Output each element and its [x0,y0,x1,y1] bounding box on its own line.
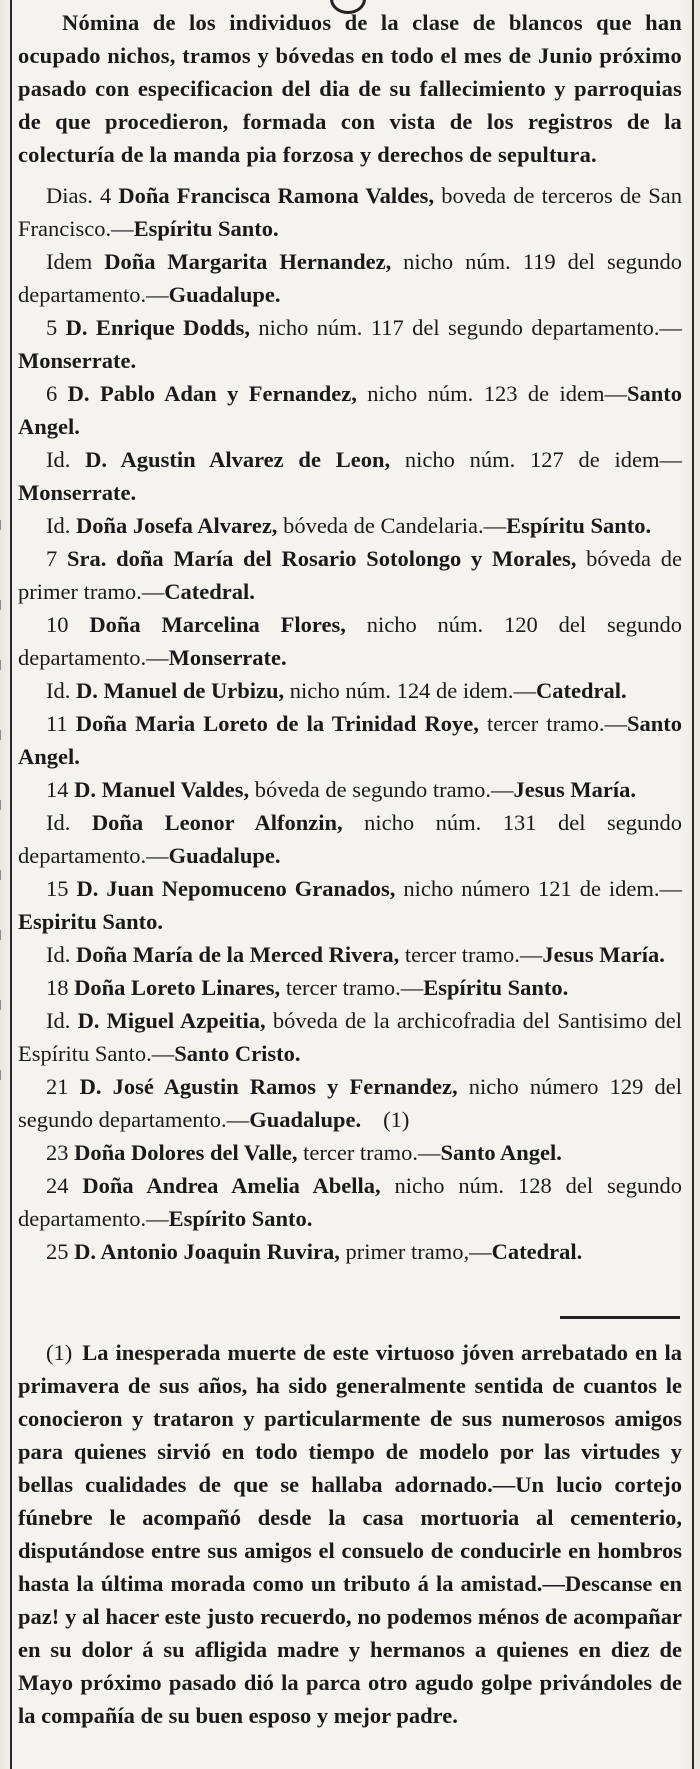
entry-parish: Santo Cristo. [174,1041,301,1066]
entry-parish: Espírito Santo. [168,1206,313,1231]
article-column [18,6,682,1268]
entry-place: bóveda de Candelaria.— [283,513,507,538]
entry-parish: Guadalupe. [249,1107,362,1132]
entry-parish: Espíritu Santo. [506,513,652,538]
margin-fragment [0,600,9,610]
entry-name: Doña Maria Loreto de la Trinidad Roye, [75,711,479,736]
entry-date: Id. [46,942,71,967]
entry-date: Id. [46,678,71,703]
entry-date: 23 [46,1140,69,1165]
entry-date: 14 [46,777,69,802]
entry-parish: Monserrate. [18,480,137,505]
burial-entry [18,443,682,509]
entry-place: tercer tramo.— [404,942,543,967]
entry-name: D. Enrique Dodds, [65,315,251,340]
entry-place: boveda de terceros de San Francisco.— [18,183,683,241]
entry-parish: Guadalupe. [168,843,281,868]
footnote [18,1336,682,1732]
entry-place: tercer tramo.— [285,975,424,1000]
burial-entry [18,608,682,674]
margin-fragment [0,520,9,530]
entry-name: Doña Josefa Alvarez, [76,513,278,538]
footnote-separator [560,1316,680,1319]
entry-parish: Santo Angel. [18,381,683,439]
entry-place: tercer tramo.— [303,1140,441,1165]
margin-fragments [0,0,10,1769]
entry-date: 18 [46,975,69,1000]
entry-place: bóveda de segundo tramo.— [254,777,514,802]
burial-entry [18,509,682,542]
entry-date: 11 [46,711,68,736]
left-column-rule [10,0,12,1769]
entry-name: D. Manuel de Urbizu, [76,678,285,703]
footnote-reference: (1) [383,1107,410,1132]
burial-entry [18,542,682,608]
entry-place: nicho núm. 131 del segundo departamento.— [18,810,683,868]
entry-parish: Espíritu Santo. [423,975,569,1000]
entry-place: primer tramo,— [345,1239,492,1264]
burial-entry [18,245,682,311]
burial-entry [18,674,682,707]
entry-date: Idem [46,249,93,274]
burial-entry [18,1136,682,1169]
burial-entry [18,1004,682,1070]
burial-entry [18,806,682,872]
entry-parish: Monserrate. [18,348,137,373]
entry-parish: Jesus María. [513,777,636,802]
margin-fragment [0,870,9,880]
entry-date: 5 [46,315,58,340]
entry-parish: Espíritu Santo. [133,216,279,241]
margin-fragment [0,930,9,940]
entry-date: Dias. 4 [46,183,112,208]
burial-entry [18,971,682,1004]
burial-entry [18,1235,682,1268]
entry-name: Doña Francisca Ramona Valdes, [118,183,435,208]
entry-name: D. Antonio Joaquin Ruvira, [74,1239,340,1264]
entry-place: bóveda de la archicofradia del Santisimo del Espíritu Santo.— [18,1008,683,1066]
burial-entry [18,1169,682,1235]
entry-date: Id. [46,513,71,538]
margin-fragment [0,660,9,670]
entry-date: 25 [46,1239,69,1264]
entry-name: Doña Andrea Amelia Abella, [82,1173,381,1198]
margin-fragment [0,800,9,810]
footnote-text: La inesperada muerte de este virtuoso jóven arrebatado en la primavera de sus años, ha sido generalmente sentida de cuantos le conocieron y trataron y particularmente de sus numerosos amigos para quienes sirvió en todo tiempo de modelo por las virtudes y bellas cualidades de que se hallaba adornado.—Un lucio cortejo fúnebre le acompañó desde la casa mortuoria al cementerio, disputándose entre sus amigos el consuelo de conducirle en hombros hasta la última morada como un tributo á la amistad.—Descanse en paz! y al hacer este justo recuerdo, no podemos ménos de acompañar en su dolor á su afligida madre y hermanos a quienes en diez de Mayo próximo pasado dió la parca otro agudo golpe privándoles de la compañía de su buen esposo y mejor padre. [18,1340,682,1728]
entry-parish: Espiritu Santo. [18,909,164,934]
entry-name: D. Juan Nepomuceno Granados, [76,876,396,901]
entry-name: Doña María de la Merced Rivera, [76,942,400,967]
entry-place: nicho núm. 128 del segundo departamento.— [18,1173,682,1231]
margin-fragment [0,730,9,740]
entry-name: D. Miguel Azpeitia, [77,1008,266,1033]
entry-date: 7 [46,546,58,571]
burial-entry [18,707,682,773]
entry-parish: Santo Angel. [440,1140,562,1165]
entry-parish: Catedral. [164,579,255,604]
article-heading: Nómina de los individuos de la clase de blancos que han ocupado nichos, tramos y bóvedas en todo el mes de Junio próximo pasado con especificacion del dia de su fallecimiento y parroquias de que procedieron, formada con vista de los registros de la colecturía de la manda pia forzosa y derechos de sepultura. [18,10,682,167]
entry-name: Sra. doña María del Rosario Sotolongo y Morales, [66,546,577,571]
entry-date: Id. [46,810,71,835]
entry-place: nicho núm. 120 del segundo departamento.— [18,612,682,670]
entry-name: Doña Loreto Linares, [74,975,281,1000]
entry-place: nicho núm. 117 del segundo departamento.— [258,315,683,340]
entry-place: tercer tramo.— [487,711,627,736]
entry-parish: Catedral. [491,1239,583,1264]
entry-name: D. Manuel Valdes, [74,777,250,802]
entry-name: Doña Dolores del Valle, [74,1140,298,1165]
entry-date: 10 [46,612,69,637]
entry-date: 6 [46,381,58,406]
entry-parish: Santo Angel. [18,711,683,769]
burial-entry [18,872,682,938]
entry-place: nicho número 129 del segundo departamento.— [18,1074,682,1132]
entry-name: D. Agustin Alvarez de Leon, [85,447,391,472]
right-column-rule [692,0,694,1769]
entry-place: nicho número 121 de idem.— [403,876,683,901]
margin-fragment [0,1070,9,1080]
entry-place: nicho núm. 123 de idem— [367,381,627,406]
entry-date: 24 [46,1173,69,1198]
burial-list [18,179,682,1268]
entry-date: 21 [46,1074,69,1099]
burial-entry [18,773,682,806]
entry-parish: Monserrate. [168,645,287,670]
entry-place: nicho núm. 124 de idem.— [289,678,536,703]
entry-place: nicho núm. 127 de idem— [404,447,683,472]
footnote-mark: (1) [46,1340,73,1365]
entry-name: D. Pablo Adan y Fernandez, [67,381,357,406]
entry-date: Id. [46,1008,71,1033]
entry-name: Doña Leonor Alfonzin, [91,810,343,835]
entry-parish: Jesus María. [542,942,665,967]
entry-date: 15 [46,876,69,901]
burial-entry [18,311,682,377]
burial-entry [18,1070,682,1136]
burial-entry [18,938,682,971]
entry-parish: Guadalupe. [168,282,281,307]
entry-place: bóveda de primer tramo.— [18,546,683,604]
burial-entry [18,179,682,245]
entry-parish: Catedral. [535,678,627,703]
entry-name: Doña Marcelina Flores, [89,612,346,637]
entry-name: Doña Margarita Hernandez, [104,249,392,274]
burial-entry [18,377,682,443]
entry-place: nicho núm. 119 del segundo departamento.— [18,249,683,307]
entry-name: D. José Agustin Ramos y Fernandez, [79,1074,458,1099]
margin-fragment [0,1000,9,1010]
entry-date: Id. [46,447,71,472]
